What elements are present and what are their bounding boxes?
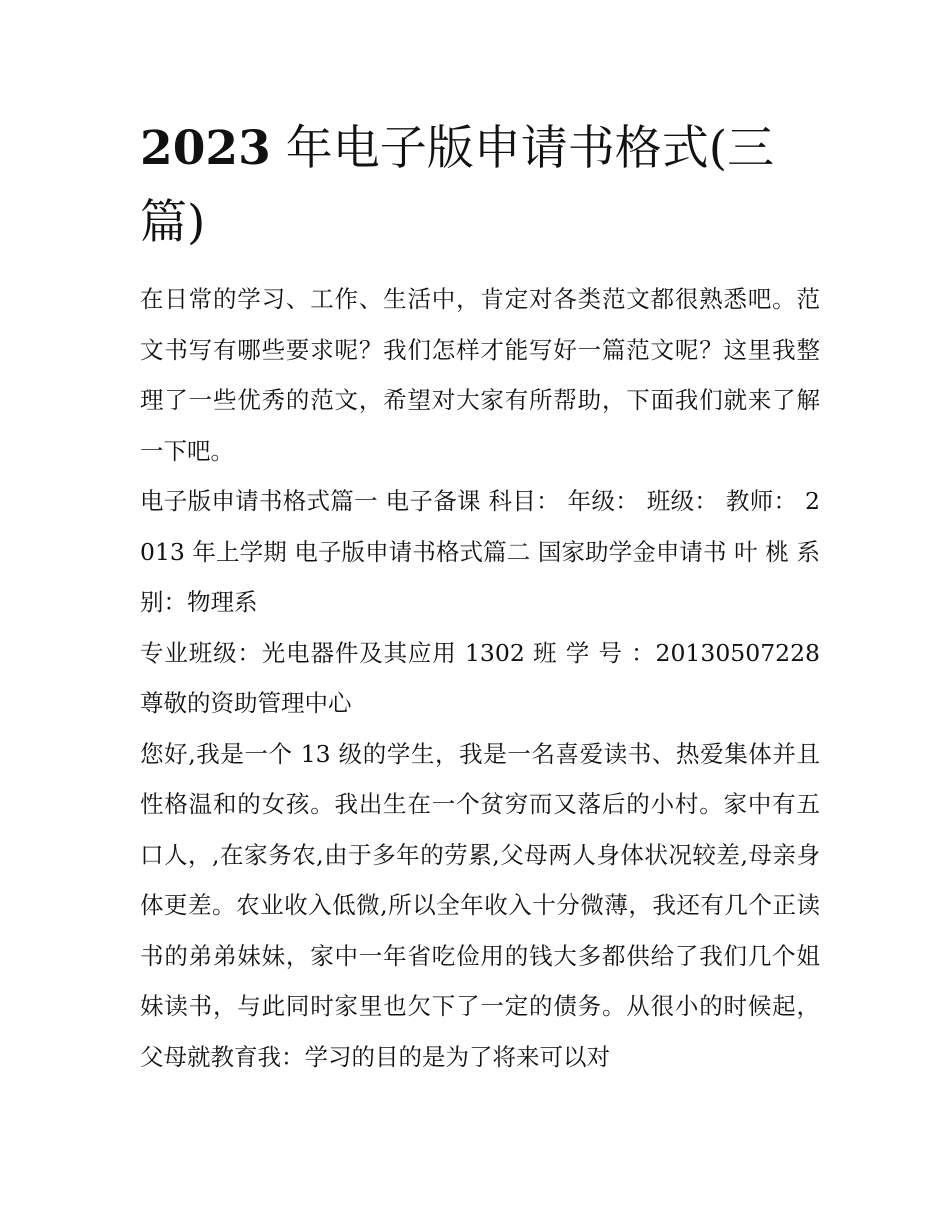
paragraph-intro: 在日常的学习、工作、生活中，肯定对各类范文都很熟悉吧。范文书写有哪些要求呢？我们怎样才能写好一篇范文呢？这里我整理了一些优秀的范文，希望对大家有所帮助，下面我们就来了解一下吧。	[140, 285, 820, 465]
document-body	[140, 274, 820, 1082]
paragraph-letter-body: 您好,我是一个 13 级的学生，我是一名喜爱读书、热爱集体并且性格温和的女孩。我出生在一个贫穷而又落后的小村。家中有五口人，,在家务农,由于多年的劳累,父母两人身体状况较差,母亲身体更差。农业收入低微,所以全年收入十分微薄，我还有几个正读书的弟弟妹妹，家中一年省吃俭用的钱大多都供给了我们几个姐妹读书，与此同时家里也欠下了一定的债务。从很小的时候起，父母就教育我：学习的目的是为了将来可以对	[140, 739, 820, 1071]
document-page	[140, 112, 820, 1082]
paragraph-header-info: 电子版申请书格式篇一 电子备课 科目： 年级： 班级： 教师： 2013 年上学期 电子版申请书格式篇二 国家助学金申请书 叶 桃 系 别：物理系	[140, 487, 820, 616]
title-text: 年电子版申请书格式(三篇)	[140, 121, 775, 250]
title-year: 2023	[140, 121, 271, 176]
paragraph-student-info: 专业班级：光电器件及其应用 1302 班 学 号 ：20130507228 尊敬的资助管理中心	[140, 638, 820, 717]
document-title	[140, 112, 820, 260]
